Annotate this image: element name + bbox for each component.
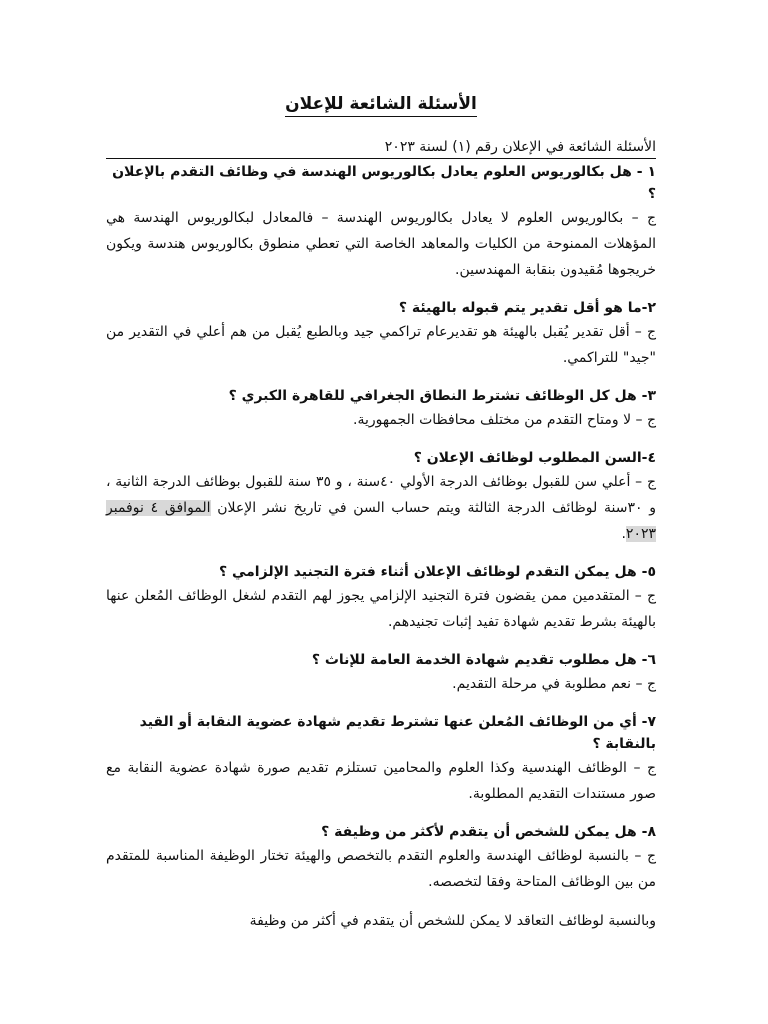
faq-item-4	[106, 447, 656, 547]
faq-answer-8: ج – بالنسبة لوظائف الهندسة والعلوم التقدم بالتخصص والهيئة تختار الوظيفة المناسبة للمتقدم من بين الوظائف المتاحة وفقا لتخصصه.	[106, 848, 656, 890]
faq-answer-4-text: ج – أعلي سن للقبول بوظائف الدرجة الأولي ٤٠سنة ، و ٣٥ سنة للقبول بوظائف الدرجة الثانية ، و ٣٠سنة لوظائف الدرجة الثالثة ويتم حساب السن في تاريخ نشر الإعلان	[106, 474, 657, 516]
closing-note: وبالنسبة لوظائف التعاقد لا يمكن للشخص أن يتقدم في أكثر من وظيفة	[249, 913, 656, 929]
document-title	[106, 92, 656, 116]
faq-answer-4	[106, 469, 656, 547]
faq-item-5	[106, 561, 656, 635]
faq-answer-1: ج – بكالوريوس العلوم لا يعادل بكالوريوس الهندسة – فالمعادل لبكالوريوس الهندسة هي المؤهلات الممنوحة من الكليات والمعاهد الخاصة التي تعطي منطوق بكالوريوس هندسة ويكون خريجوها مُقيدون بنقابة المهندسين.	[106, 210, 656, 278]
faq-answer-5: ج – المتقدمين ممن يقضون فترة التجنيد الإلزامي يجوز لهم التقدم لشغل الوظائف المُعلن عنها بالهيئة بشرط تقديم شهادة تفيد إثبات تجنيدهم.	[106, 588, 656, 630]
faq-answer-4-end: .	[621, 526, 626, 542]
faq-question-2: ٢-ما هو أقل تقدير يتم قبوله بالهيئة ؟	[398, 300, 656, 316]
faq-item-7	[106, 711, 656, 807]
faq-question-8: ٨- هل يمكن للشخص أن يتقدم لأكثر من وظيفة ؟	[321, 824, 656, 840]
faq-item-3	[106, 385, 656, 433]
faq-question-1: ١ - هل بكالوريوس العلوم يعادل بكالوريوس الهندسة في وظائف التقدم بالإعلان ؟	[112, 164, 656, 202]
document-page	[106, 92, 656, 947]
faq-answer-6: ج – نعم مطلوبة في مرحلة التقديم.	[452, 676, 656, 692]
faq-item-2	[106, 297, 656, 371]
faq-item-6	[106, 649, 656, 697]
faq-item-1	[106, 161, 656, 283]
document-subtitle: الأسئلة الشائعة في الإعلان رقم (١) لسنة ٢٠٢٣	[106, 137, 656, 159]
faq-question-4: ٤-السن المطلوب لوظائف الإعلان ؟	[413, 450, 656, 466]
faq-answer-3: ج – لا ومتاح التقدم من مختلف محافظات الجمهورية.	[353, 412, 656, 428]
faq-item-8	[106, 821, 656, 895]
faq-answer-2: ج – أقل تقدير يُقبل بالهيئة هو تقديرعام تراكمي جيد وبالطبع يُقبل من هم أعلي في التقدير من "جيد" للتراكمي.	[106, 324, 656, 366]
faq-question-7: ٧- أي من الوظائف المُعلن عنها تشترط تقديم شهادة عضوية النقابة أو القيد بالنقابة ؟	[139, 714, 656, 752]
faq-question-6: ٦- هل مطلوب تقديم شهادة الخدمة العامة للإناث ؟	[311, 652, 656, 668]
document-title-text: الأسئلة الشائعة للإعلان	[285, 94, 477, 117]
faq-question-3: ٣- هل كل الوظائف تشترط النطاق الجغرافي للقاهرة الكبري ؟	[228, 388, 656, 404]
faq-answer-7: ج – الوظائف الهندسية وكذا العلوم والمحامين تستلزم تقديم صورة شهادة عضوية النقابة مع صور مستندات التقديم المطلوبة.	[106, 760, 656, 802]
faq-answer-4-highlight: الموافق ٤ نوفمبر ٢٠٢٣	[106, 500, 656, 542]
faq-question-5: ٥- هل يمكن التقدم لوظائف الإعلان أثناء فترة التجنيد الإلزامي ؟	[218, 564, 656, 580]
